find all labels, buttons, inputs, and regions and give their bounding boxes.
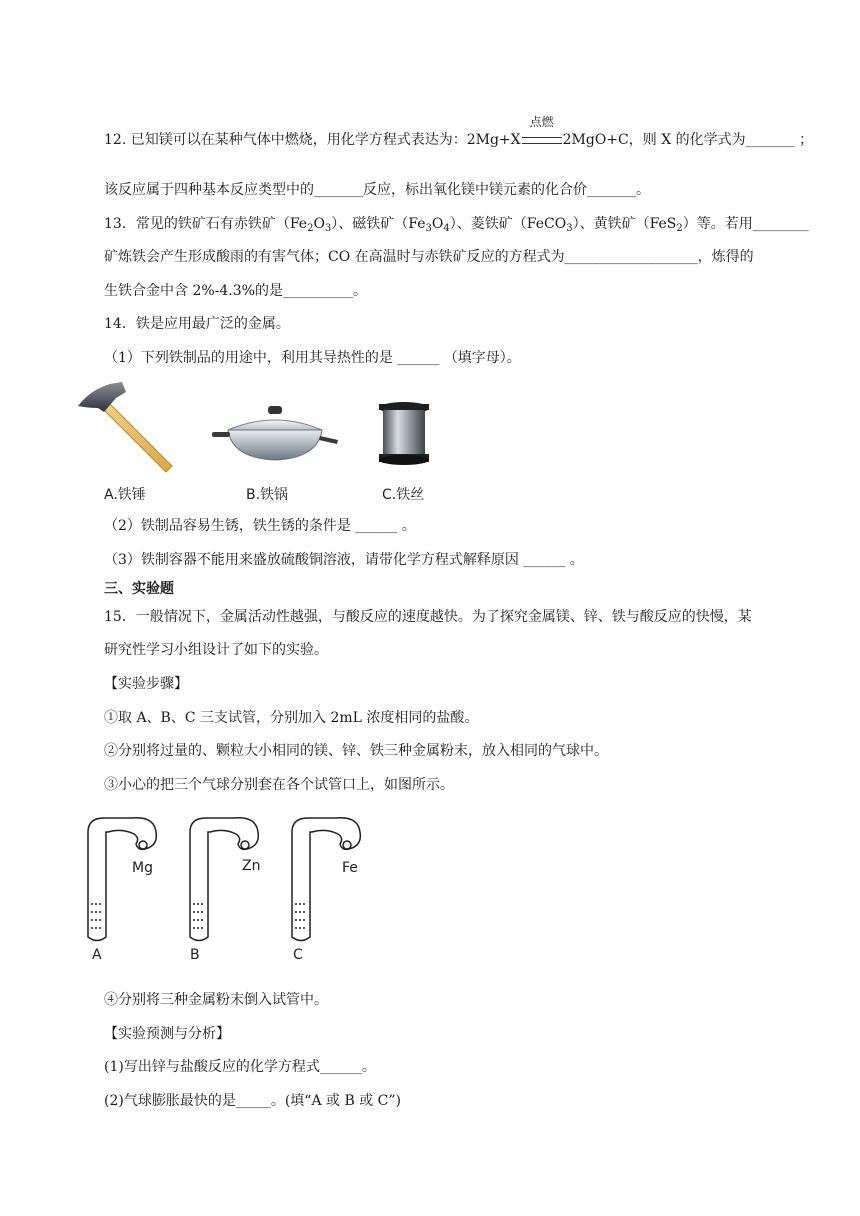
caption-wok: B.铁锅 [246,487,289,503]
test-tube-diagram [80,812,370,942]
q13-sub: 4 [443,223,450,234]
metal-label-zn: Zn [242,858,261,874]
section-heading: 三、实验题 [104,581,174,597]
caption-hammer: A.铁锤 [104,487,146,503]
question-14-sub-3: （3）铁制容器不能用来盛放硫酸铜溶液，请带化学方程式解释原因 ______ 。 [104,552,584,568]
metal-label-mg: Mg [132,860,153,876]
question-14-sub-2: （2）铁制品容易生锈，铁生锈的条件是 ______ 。 [104,518,416,534]
analysis-question-1: (1)写出锌与盐酸反应的化学方程式______。 [104,1059,376,1075]
reaction-condition [521,115,563,150]
q13-sub: 3 [566,223,573,234]
tube-label-b: B [190,947,200,963]
q12-text-b: 2MgO+C，则 X 的化学式为_______ ； [562,132,814,148]
caption-wire: C.铁丝 [382,487,425,503]
q13-sub: 2 [307,223,314,234]
step-4: ④分别将三种金属粉末倒入试管中。 [104,992,328,1008]
question-13-line-2: 矿炼铁会产生形成酸雨的有害气体；CO 在高温时与赤铁矿反应的方程式为___________________，炼得的 [104,249,754,265]
question-12-line-1 [104,115,814,150]
experiment-steps-heading: 【实验步骤】 [104,676,188,692]
step-1: ①取 A、B、C 三支试管，分别加入 2mL 浓度相同的盐酸。 [104,710,479,726]
hammer-icon [72,378,182,478]
tube-b-apparatus [190,818,261,941]
q13-sub: 3 [324,223,332,234]
analysis-question-2: (2)气球膨胀最快的是_____。(填“A 或 B 或 C”) [104,1093,401,1109]
q13-seg: 13．常见的铁矿石有赤铁矿（Fe [104,216,308,232]
metal-label-fe: Fe [342,860,358,876]
condition-label: 点燃 [529,115,554,129]
q13-seg: ）、磁铁矿（Fe [331,216,426,232]
question-15-line-1: 15．一般情况下，金属活动性越强，与酸反应的速度越快。为了探究金属镁、锌、铁与酸反应的快慢，某 [104,609,752,625]
step-2: ②分别将过量的、颗粒大小相同的镁、锌、铁三种金属粉末，放入相同的气球中。 [104,743,608,759]
q12-text-a: 12. 已知镁可以在某种气体中燃烧，用化学方程式表达为：2Mg+X [104,132,521,148]
tube-a-apparatus [88,818,156,941]
wok-icon [210,400,340,470]
step-3: ③小心的把三个气球分别套在各个试管口上，如图所示。 [104,777,454,793]
q13-sub: 2 [676,223,683,234]
question-13-line-1 [104,214,809,234]
question-14-sub-1: （1）下列铁制品的用途中，利用其导热性的是 ______ （填字母）。 [104,350,521,366]
wire-spool-icon [374,400,434,466]
q13-seg: ）、菱铁矿（FeCO [449,216,567,232]
question-14-title: 14．铁是应用最广泛的金属。 [104,316,290,332]
q13-seg: O [431,216,444,232]
analysis-heading: 【实验预测与分析】 [104,1026,230,1042]
tube-label-a: A [92,947,102,963]
q13-seg: ）等。若用________ [682,216,809,232]
question-15-line-2: 研究性学习小组设计了如下的实验。 [104,642,328,658]
tube-label-c: C [293,947,303,963]
q13-seg: O [313,216,325,232]
question-12-line-2: 该反应属于四种基本反应类型中的_______反应，标出氧化镁中镁元素的化合价_______。 [104,182,650,198]
q13-seg: ）、黄铁矿（FeS [572,216,677,232]
q13-sub: 3 [425,223,432,234]
tube-c-apparatus [292,818,360,941]
equation-equals-sign [522,137,562,144]
question-13-line-3: 生铁合金中含 2%-4.3%的是__________。 [104,283,367,299]
